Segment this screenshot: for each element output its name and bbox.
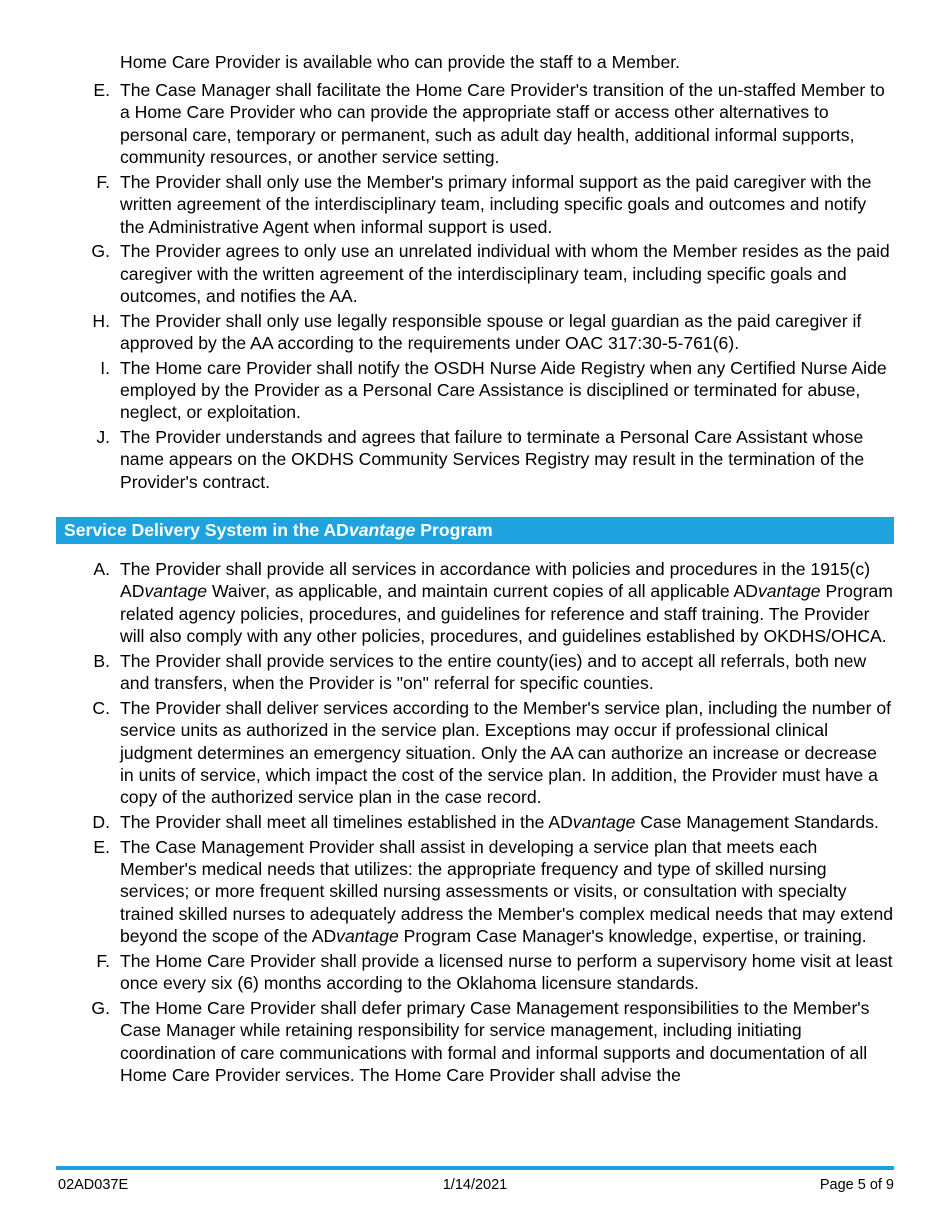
text-run: The Home Care Provider shall provide a licensed nurse to perform a supervisory home visit at least once every six (6) months according to the Oklahoma licensure standards. (120, 950, 893, 994)
list-marker: D. (92, 812, 110, 833)
list-item-text (120, 651, 866, 693)
italic-term: vantage (336, 926, 399, 947)
list-marker: G. (91, 997, 110, 1018)
list-marker: I. (100, 357, 110, 378)
list-item (0, 697, 895, 809)
list-item (0, 811, 895, 833)
text-run: The Provider shall deliver services according to the Member's service plan, including the number of service units as authorized in the service plan. Exceptions may occur if professional clinical judgment determines an emergency situation. Only the AA can authorize an increase or decrease in units of service, which impact the cost of the service plan. In addition, the Provider must have a copy of the authorized service plan in the case record. (120, 697, 892, 808)
list-item-text: The Home care Provider shall notify the OSDH Nurse Aide Registry when any Certified Nurse Aide employed by the Provider as a Personal Care Assistance is disciplined or terminated for abuse, neglect, or exploitation. (120, 357, 887, 423)
text-run: Case Management Standards. (635, 812, 879, 833)
section-heading-prefix: Service Delivery System in the AD (64, 520, 349, 540)
page-number: Page 5 of 9 (819, 1177, 894, 1193)
text-run: The Case Management Provider shall assist in developing a service plan that meets each Member's medical needs that utilizes: the appropriate frequency and type of skilled nursing services; or more frequent skilled nursing assessments or visits, or consultation with specialty trained skilled nurses to adequately address the Member's complex medical needs that may extend beyond the scope of the AD (120, 836, 894, 947)
list-item-text (120, 951, 893, 993)
list-marker: C. (92, 697, 110, 718)
list-marker: F. (96, 171, 110, 192)
list-item (0, 357, 895, 424)
section-heading (64, 519, 493, 541)
list-item (0, 558, 895, 648)
text-run: Program related agency policies, procedures, and guidelines for reference and staff training. The Provider will also comply with any other policies, procedures, and guidelines established by OKDHS/OHCA. (120, 581, 893, 647)
list-item-text: The Provider shall only use the Member's primary informal support as the paid caregiver with the written agreement of the interdisciplinary team, including specific goals and outcomes and notify the Administrative Agent when informal support is used. (120, 171, 872, 237)
list-item (0, 997, 895, 1087)
list-item-text (120, 837, 893, 947)
list-marker: E. (93, 80, 110, 100)
italic-term: vantage (572, 812, 636, 833)
list-item-text (120, 998, 869, 1085)
revision-date: 1/14/2021 (442, 1177, 508, 1193)
form-number: 02AD037E (58, 1177, 129, 1193)
list-marker: F. (96, 950, 110, 971)
footer-rule (56, 1166, 894, 1170)
text-run: The Provider shall meet all timelines established in the AD (120, 812, 573, 833)
list-item (0, 426, 895, 493)
text-run: The Provider shall provide services to the entire county(ies) and to accept all referrals, both new and transfers, when the Provider is "on" referral for specific counties. (120, 650, 867, 694)
list-marker: J. (96, 427, 110, 448)
list-item-text: The Provider shall only use legally responsible spouse or legal guardian as the paid caregiver if approved by the AA according to the requirements under OAC 317:30-5-761(6). (120, 310, 862, 354)
list-item-text (120, 812, 879, 832)
list-item (0, 79, 895, 169)
list-item-text: The Provider understands and agrees that failure to terminate a Personal Care Assistant whose name appears on the OKDHS Community Services Registry may result in the termination of the Provider's contract. (120, 427, 865, 492)
list-item (0, 171, 895, 238)
list-item (0, 240, 895, 307)
italic-term: vantage (144, 581, 208, 602)
list-item-text (120, 698, 891, 808)
section-heading-italic: vantage (348, 520, 416, 540)
list-item-text: The Provider agrees to only use an unrelated individual with whom the Member resides as the paid caregiver with the written agreement of the interdisciplinary team, including specific goals and outcomes, and notifies the AA. (120, 241, 890, 307)
section-heading-suffix: Program (415, 520, 493, 540)
list-marker: E. (93, 836, 110, 857)
list-marker: A. (93, 559, 110, 579)
text-run: Program Case Manager's knowledge, expertise, or training. (398, 926, 867, 947)
list-item-text (120, 559, 893, 646)
text-run: The Provider shall provide all services in accordance with policies and procedures in the 1915(c) AD (120, 559, 871, 602)
list-item (0, 310, 895, 355)
text-run: The Home Care Provider shall defer primary Case Management responsibilities to the Member's Case Manager while retaining responsibility for service management, including initiating coordination of care communications with formal and informal supports and documentation of all Home Care Provider services. The Home Care Provider shall advise the (120, 997, 870, 1086)
list-item-text: The Case Manager shall facilitate the Home Care Provider's transition of the un-staffed Member to a Home Care Provider who can provide the appropriate staff or access other alternatives to personal care, temporary or permanent, such as adult day health, additional informal supports, community resources, or another service setting. (120, 80, 885, 168)
list-item (0, 650, 895, 695)
text-run: Waiver, as applicable, and maintain current copies of all applicable AD (207, 581, 758, 602)
italic-term: vantage (757, 581, 821, 602)
list-item (0, 836, 895, 948)
list-item (0, 950, 895, 995)
requirements-list (0, 79, 950, 495)
service-delivery-list (0, 558, 950, 1089)
list-marker: G. (91, 241, 110, 262)
list-marker: H. (92, 310, 110, 331)
continued-paragraph: Home Care Provider is available who can provide the staff to a Member. (120, 52, 681, 72)
section-heading-band (56, 517, 894, 544)
list-marker: B. (93, 650, 110, 671)
